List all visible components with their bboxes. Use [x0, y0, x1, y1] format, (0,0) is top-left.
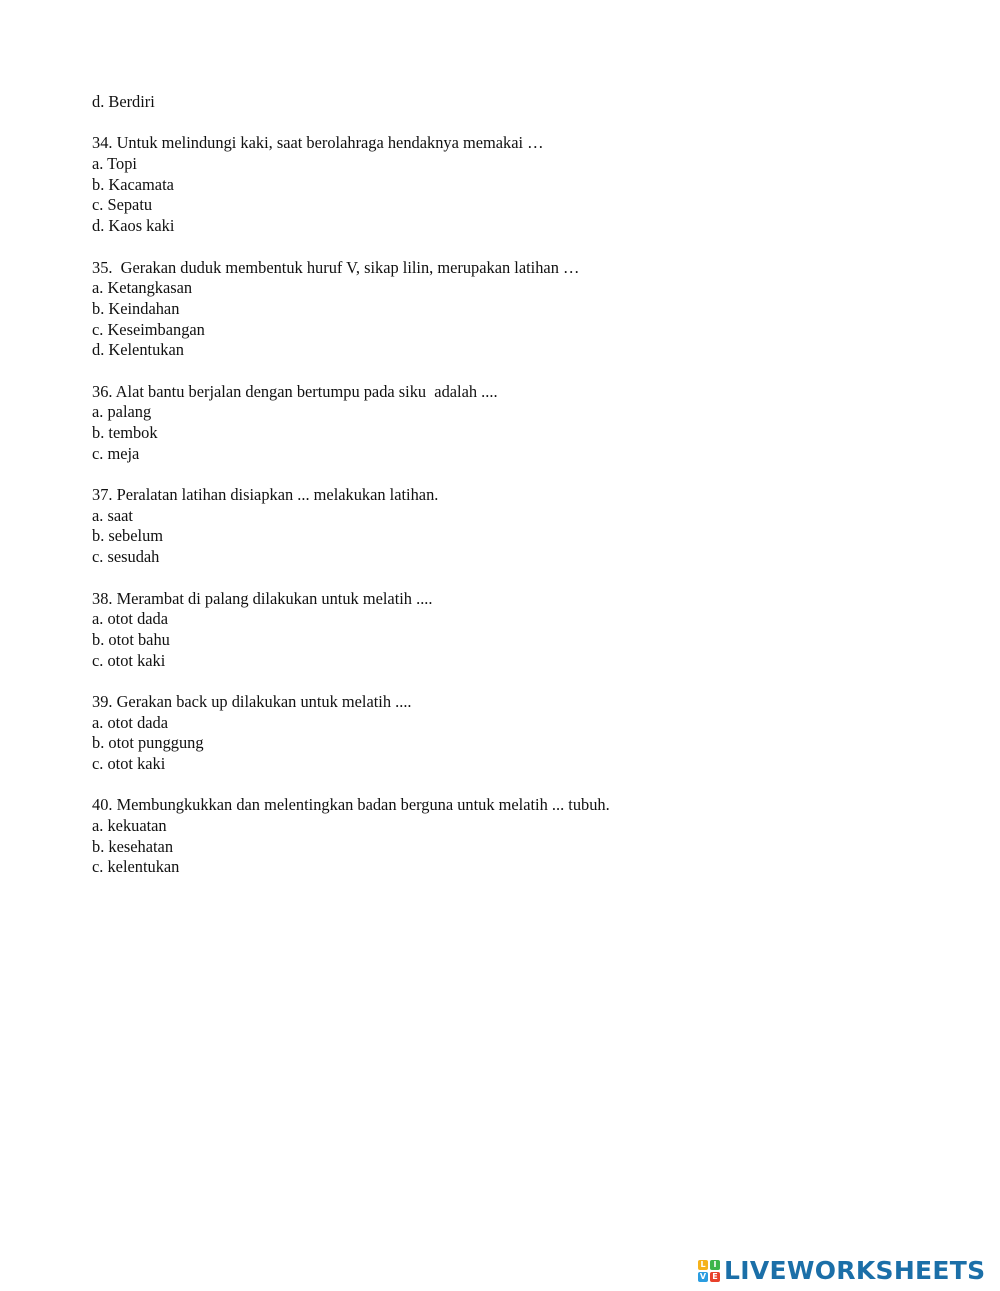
- spacer: [92, 237, 952, 258]
- answer-option: b. tembok: [92, 423, 158, 442]
- spacer: [92, 568, 952, 589]
- question-stem: 38. Merambat di palang dilakukan untuk melatih ....: [92, 588, 433, 608]
- answer-option: c. kelentukan: [92, 857, 180, 877]
- logo-tile-l: L: [698, 1260, 708, 1270]
- answer-option: b. Keindahan: [92, 298, 180, 318]
- answer-option: a. saat: [92, 505, 133, 525]
- spacer: [92, 113, 952, 134]
- liveworksheets-logo-icon: [698, 1260, 720, 1282]
- logo-tile-v: V: [699, 1272, 707, 1281]
- spacer: [92, 671, 952, 692]
- answer-option: b. otot bahu: [92, 629, 170, 649]
- liveworksheets-logo: [698, 1256, 985, 1286]
- answer-option: b. Kacamata: [92, 174, 174, 194]
- answer-option: c. sesudah: [92, 547, 160, 567]
- question-33-option-d: d. Berdiri: [92, 92, 155, 111]
- answer-option: c. Sepatu: [92, 195, 153, 215]
- question-list: [92, 92, 952, 878]
- answer-option: b. otot punggung: [92, 733, 204, 753]
- answer-option: c. otot kaki: [92, 754, 166, 773]
- question-stem: 39. Gerakan back up dilakukan untuk melatih ....: [92, 691, 412, 711]
- spacer: [92, 775, 952, 796]
- answer-option: b. sebelum: [92, 526, 164, 546]
- answer-option: c. Keseimbangan: [92, 319, 205, 339]
- answer-option: a. kekuatan: [92, 816, 167, 836]
- answer-option: a. otot dada: [92, 712, 169, 732]
- liveworksheets-logo-text: LIVEWORKSHEETS: [724, 1256, 986, 1285]
- question-stem: 40. Membungkukkan dan melentingkan badan berguna untuk melatih ... tubuh.: [92, 795, 610, 815]
- answer-option: d. Kelentukan: [92, 340, 184, 360]
- spacer: [92, 464, 952, 485]
- answer-option: c. meja: [92, 443, 140, 463]
- answer-option: a. Ketangkasan: [92, 278, 193, 298]
- logo-tile-e: E: [710, 1272, 720, 1282]
- spacer: [92, 361, 952, 382]
- question-stem: 35. Gerakan duduk membentuk huruf V, sikap lilin, merupakan latihan …: [92, 257, 580, 277]
- question-stem: 37. Peralatan latihan disiapkan ... melakukan latihan.: [92, 485, 439, 505]
- answer-option: c. otot kaki: [92, 650, 166, 670]
- answer-option: b. kesehatan: [92, 836, 174, 856]
- question-stem: 34. Untuk melindungi kaki, saat berolahraga hendaknya memakai …: [92, 133, 544, 153]
- answer-option: a. Topi: [92, 154, 137, 174]
- answer-option: a. palang: [92, 402, 152, 422]
- logo-tile-i: I: [710, 1260, 720, 1270]
- question-stem: 36. Alat bantu berjalan dengan bertumpu pada siku adalah ....: [92, 381, 498, 401]
- answer-option: a. otot dada: [92, 609, 169, 629]
- answer-option: d. Kaos kaki: [92, 216, 175, 236]
